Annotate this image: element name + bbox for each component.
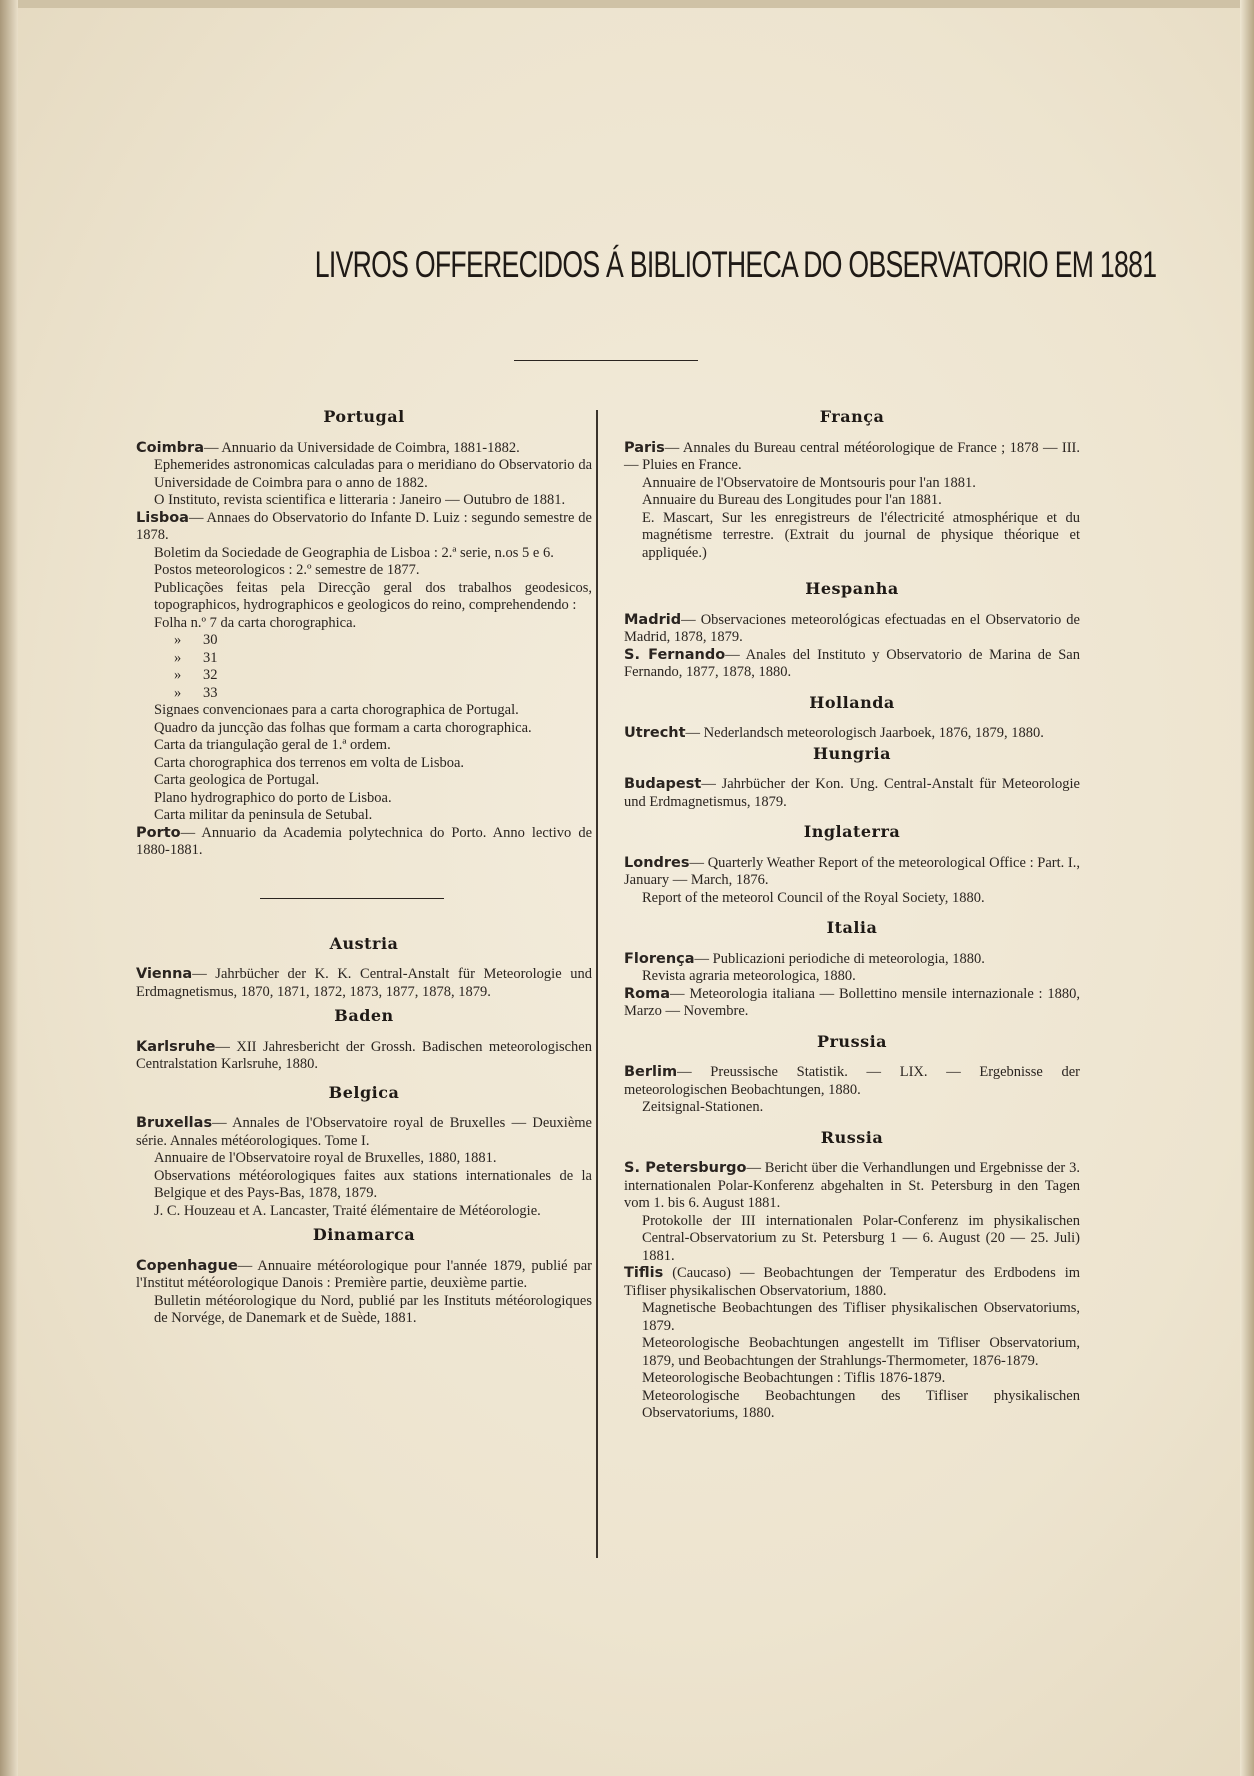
sub-entry: Publicações feitas pela Direcção geral dos trabalhos geodesicos, topographicos, hydrographicos e geologicos do reino, comprehendendo :	[154, 579, 592, 613]
country-heading: Italia	[826, 918, 878, 937]
city-name: Lisboa	[136, 509, 189, 526]
sub-entry: Boletim da Sociedade de Geographia de Lisboa : 2.ª serie, n.os 5 e 6.	[154, 544, 554, 561]
entry-lisboa: Lisboa— Annaes do Observatorio do Infante D. Luiz : segundo semestre de 1878.	[136, 509, 592, 543]
city-name: Florença	[624, 950, 695, 967]
entry-s-fernando: S. Fernando— Anales del Instituto y Observatorio de Marina de San Fernando, 1877, 1878, 1880.	[624, 646, 1080, 680]
section-hungria	[624, 745, 1080, 812]
section-russia	[624, 1129, 1080, 1423]
city-name: Vienna	[136, 966, 193, 982]
country-heading: Belgica	[328, 1082, 400, 1102]
entry-karlsruhe: Karlsruhe— XII Jahresbericht der Grossh. Badischen meteorologischen Centralstation Karlsruhe, 1880.	[136, 1038, 592, 1072]
sub-entry: Annuaire de l'Observatoire de Montsouris pour l'an 1881.	[642, 474, 976, 491]
left-column	[136, 408, 592, 1328]
section-hollanda	[624, 694, 1080, 743]
city-name: S. Petersburgo	[624, 1160, 747, 1176]
city-name: Berlim	[624, 1064, 678, 1080]
folha-entry: » 33	[174, 684, 218, 701]
entry-roma: Roma— Meteorologia italiana — Bollettino mensile internazionale : 1880, Marzo — Novembre.	[624, 985, 1080, 1019]
city-name: S. Fernando	[624, 646, 726, 663]
sub-entry: Magnetische Beobachtungen des Tifliser physikalischen Observatoriums, 1879.	[642, 1300, 1080, 1334]
city-name: Londres	[624, 854, 690, 871]
country-heading: Hungria	[813, 743, 891, 763]
country-heading: Inglaterra	[803, 822, 901, 841]
folha-entry: » 31	[174, 649, 218, 666]
country-heading: Hespanha	[805, 579, 899, 598]
sub-entry: Meteorologische Beobachtungen : Tiflis 1876-1879.	[642, 1370, 946, 1386]
sub-entry: Carta da triangulação geral de 1.ª ordem.	[154, 737, 391, 753]
sub-entry: Folha n.º 7 da carta chorographica.	[154, 614, 357, 631]
city-name: Bruxellas	[136, 1115, 213, 1131]
sub-entry: Annuaire de l'Observatoire royal de Bruxelles, 1880, 1881.	[154, 1150, 497, 1166]
city-name: Utrecht	[624, 725, 686, 741]
section-baden	[136, 1007, 592, 1074]
entry-berlim: Berlim— Preussische Statistik. — LIX. — Ergebnisse der meteorologischen Beobachtungen, 1880.	[624, 1064, 1080, 1098]
section-prussia	[624, 1033, 1080, 1117]
column-separator	[596, 410, 598, 1558]
sub-entry: Carta geologica de Portugal.	[154, 772, 320, 788]
section-dinamarca	[136, 1226, 592, 1328]
city-name: Roma	[624, 985, 671, 1002]
entry-s-petersburgo: S. Petersburgo— Bericht über die Verhandlungen und Ergebnisse der 3. internationalen Polar-Konferenz abgehalten in St. Petersburg in den Tagen vom 1. bis 6. August 1881.	[624, 1160, 1080, 1211]
section-inglaterra	[624, 823, 1080, 907]
sub-entry: E. Mascart, Sur les enregistreurs de l'électricité atmosphérique et du magnétisme terrestre. (Extrait du journal de physique théorique et appliquée.)	[642, 509, 1080, 561]
entry-porto: Porto— Annuario da Academia polytechnica do Porto. Anno lectivo de 1880-1881.	[136, 824, 592, 858]
sub-entry: Ephemerides astronomicas calculadas para o meridiano do Observatorio da Universidade de Coimbra para o anno de 1882.	[154, 457, 592, 491]
sub-entry: Observations météorologiques faites aux stations internationales de la Belgique et des Pays-Bas, 1878, 1879.	[154, 1167, 592, 1201]
section-austria	[136, 935, 592, 1002]
sub-entry: Carta chorographica dos terrenos em volta de Lisboa.	[154, 754, 465, 771]
city-name: Copenhague	[136, 1257, 238, 1274]
section-portugal	[136, 408, 592, 860]
country-heading: Portugal	[323, 407, 405, 426]
section-belgica	[136, 1084, 592, 1221]
page-top-edge	[0, 0, 1254, 8]
entry-coimbra: Coimbra— Annuario da Universidade de Coimbra, 1881-1882.	[136, 439, 520, 456]
sub-entry: J. C. Houzeau et A. Lancaster, Traité élémentaire de Météorologie.	[154, 1202, 541, 1219]
sub-entry: Meteorologische Beobachtungen angestellt im Tifliser Observatorium, 1879, und Beobachtungen der Strahlungs-Thermometer, 1876-1879.	[642, 1335, 1080, 1369]
entry-bruxellas: Bruxellas— Annales de l'Observatoire royal de Bruxelles — Deuxième série. Annales météorologiques. Tome I.	[136, 1115, 592, 1149]
city-name: Karlsruhe	[136, 1038, 216, 1055]
entry-madrid: Madrid— Observaciones meteorológicas efectuadas en el Observatorio de Madrid, 1878, 1879.	[624, 611, 1080, 645]
page-right-edge	[1240, 0, 1254, 1776]
sub-entry: Postos meteorologicos : 2.º semestre de 1877.	[154, 562, 420, 578]
sub-entry: Annuaire du Bureau des Longitudes pour l'an 1881.	[642, 492, 942, 508]
country-heading: Prussia	[816, 1031, 888, 1051]
country-heading: França	[819, 407, 885, 426]
entry-tiflis: Tiflis (Caucaso) — Beobachtungen der Temperatur des Erdbodens im Tifliser physikalischen Observatorium, 1880.	[624, 1265, 1081, 1299]
entry-budapest: Budapest— Jahrbücher der Kon. Ung. Central-Anstalt für Meteorologie und Erdmagnetismus, 1879.	[624, 776, 1080, 810]
entry-paris: Paris— Annales du Bureau central météorologique de France ; 1878 — III. — Pluies en France.	[624, 439, 1080, 473]
sub-entry: Plano hydrographico do porto de Lisboa.	[154, 789, 392, 806]
sub-entry: Report of the meteorol Council of the Royal Society, 1880.	[642, 889, 985, 906]
country-heading: Baden	[334, 1006, 394, 1025]
section-hespanha	[624, 580, 1080, 682]
country-heading: Austria	[329, 933, 399, 953]
city-name: Coimbra	[136, 439, 204, 456]
folha-entry: » 30	[174, 632, 218, 648]
section-franca	[624, 408, 1080, 562]
city-name: Porto	[136, 824, 181, 841]
sub-entry: O Instituto, revista scientifica e litteraria : Janeiro — Outubro de 1881.	[154, 492, 566, 508]
city-name: Budapest	[624, 776, 702, 792]
sub-entry: Carta militar da peninsula de Setubal.	[154, 807, 373, 823]
entry-florenca: Florença— Publicazioni periodiche di meteorologia, 1880.	[624, 950, 985, 967]
city-name: Madrid	[624, 611, 682, 628]
entry-utrecht: Utrecht— Nederlandsch meteorologisch Jaarboek, 1876, 1879, 1880.	[624, 725, 1044, 741]
right-column	[624, 408, 1080, 1423]
sub-entry: Zeitsignal-Stationen.	[642, 1099, 764, 1115]
sub-entry: Quadro da juncção das folhas que formam a carta chorographica.	[154, 719, 532, 736]
page-binding-edge	[0, 0, 18, 1776]
country-heading: Dinamarca	[312, 1225, 416, 1244]
section-italia	[624, 919, 1080, 1021]
city-name: Tiflis	[624, 1265, 664, 1281]
section-rule	[260, 898, 444, 899]
sub-entry: Protokolle der III internationalen Polar-Conferenz im physikalischen Central-Observatorium zu St. Petersburg 1 — 6. August (20 — 25. Juli) 1881.	[642, 1212, 1080, 1264]
sub-entry: Meteorologische Beobachtungen des Tifliser physikalischen Observatoriums, 1880.	[642, 1387, 1080, 1421]
folha-entry: » 32	[174, 667, 218, 683]
entry-londres: Londres— Quarterly Weather Report of the meteorological Office : Part. I., January — March, 1876.	[624, 854, 1080, 888]
entry-vienna: Vienna— Jahrbücher der K. K. Central-Anstalt für Meteorologie und Erdmagnetismus, 1870, 1871, 1872, 1873, 1877, 1878, 1879.	[136, 966, 592, 1000]
country-heading: Hollanda	[809, 692, 895, 712]
sub-entry: Signaes convencionaes para a carta chorographica de Portugal.	[154, 702, 519, 718]
entry-copenhague: Copenhague— Annuaire météorologique pour l'année 1879, publié par l'Institut météorologique Danois : Première partie, deuxième partie.	[136, 1257, 592, 1291]
sub-entry: Bulletin météorologique du Nord, publié par les Instituts météorologiques de Norvége, de Danemark et de Suède, 1881.	[154, 1292, 592, 1326]
country-heading: Russia	[820, 1127, 884, 1147]
title-rule	[514, 360, 698, 361]
sub-entry: Revista agraria meteorologica, 1880.	[642, 968, 856, 984]
page-title: LIVROS OFFERECIDOS Á BIBLIOTHECA DO OBSERVATORIO EM 1881	[314, 244, 1157, 285]
city-name: Paris	[624, 439, 665, 456]
